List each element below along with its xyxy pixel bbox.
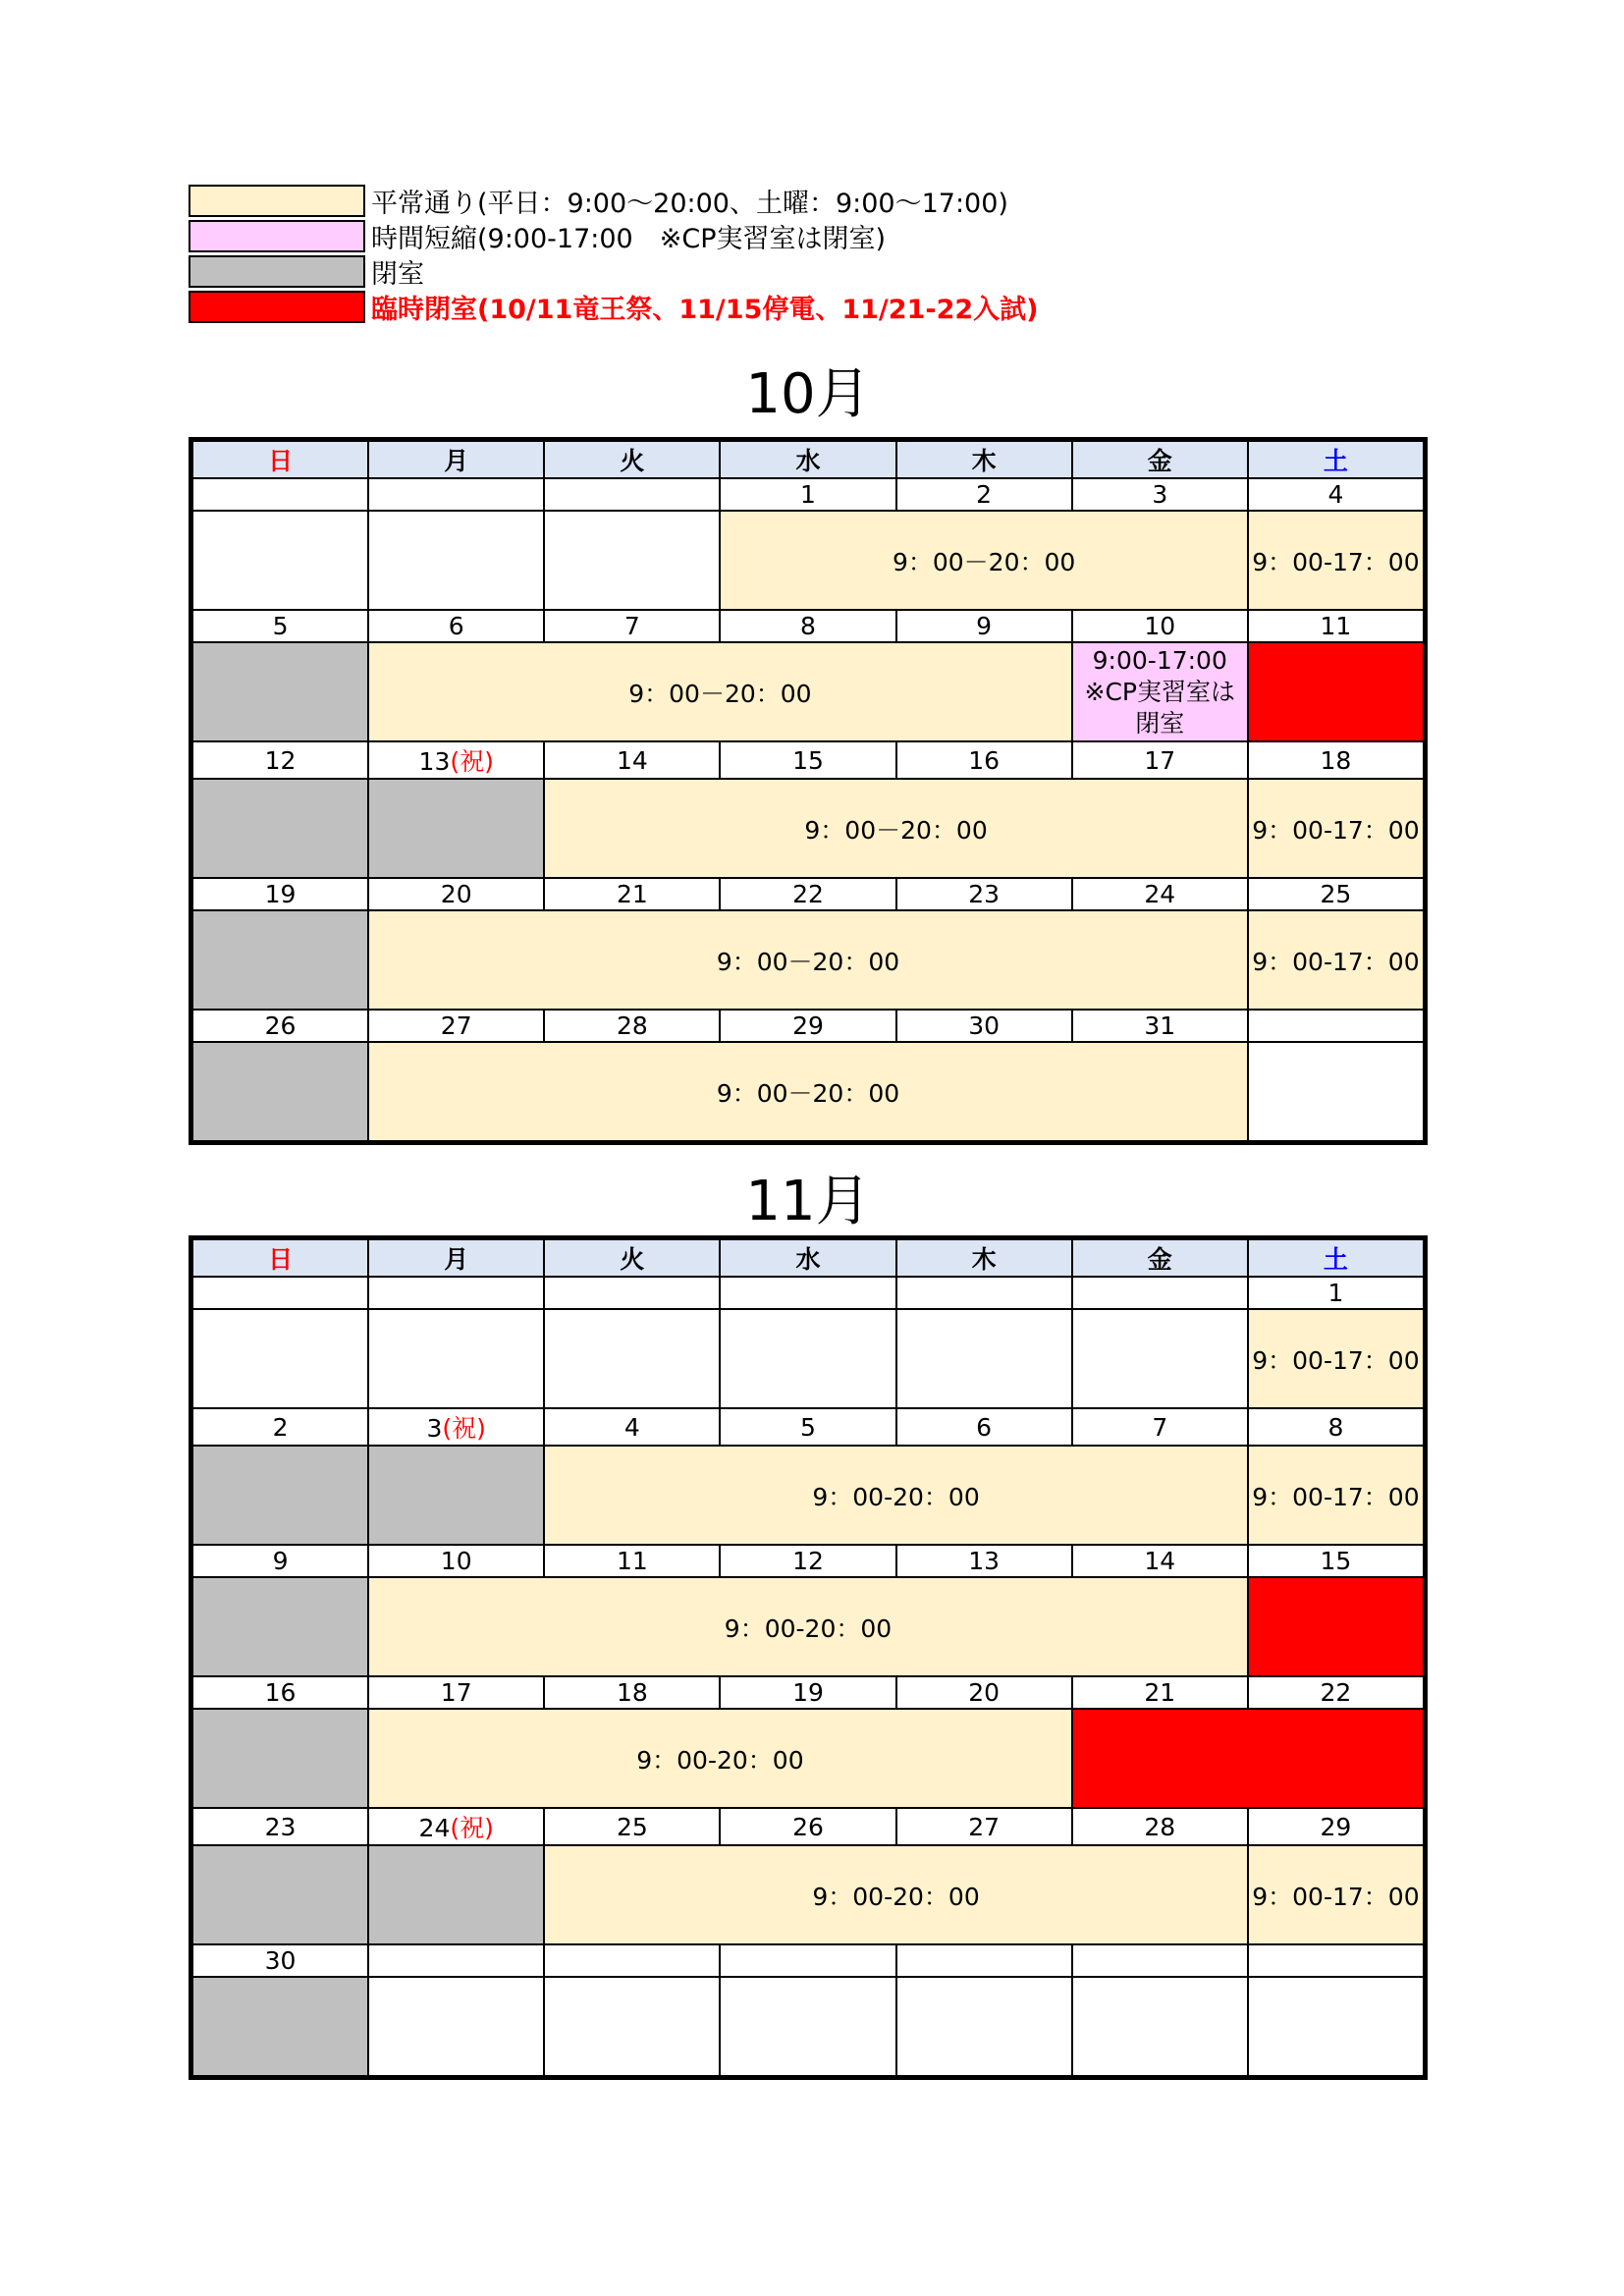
day-number-cell [896, 878, 1072, 910]
weekday-header: 水 [720, 441, 895, 478]
day-number-cell [1072, 1676, 1248, 1709]
day-number: 1 [800, 480, 816, 509]
open-hours-cell: 9：00-17：00 [1248, 511, 1424, 610]
day-number-cell [368, 1808, 544, 1845]
day-number: 4 [1327, 480, 1344, 509]
empty-cell [368, 1977, 544, 2076]
empty-cell [192, 511, 368, 610]
closed-cell [368, 1845, 544, 1944]
day-number: 12 [264, 745, 297, 775]
day-number: 13 [418, 747, 451, 776]
day-number-cell [544, 1408, 720, 1446]
day-number: 6 [448, 612, 464, 640]
day-number: 30 [264, 1946, 297, 1975]
day-number: 29 [1320, 1812, 1352, 1841]
day-number-cell [368, 1010, 544, 1042]
october-table [191, 440, 1425, 1142]
day-number: 26 [792, 1812, 824, 1841]
day-number-cell [192, 610, 368, 642]
date-row [192, 1277, 1424, 1309]
day-number-cell [192, 1808, 368, 1845]
day-number: 13 [968, 1547, 1001, 1575]
day-number: 4 [623, 1412, 640, 1442]
day-number-cell [1072, 1277, 1248, 1309]
day-number: 21 [1144, 1678, 1176, 1707]
day-number: 7 [1152, 1412, 1168, 1442]
weekday-header: 水 [720, 1239, 895, 1277]
day-number-cell [1248, 1545, 1424, 1577]
november-title: 11月 [745, 1170, 871, 1233]
empty-cell [544, 511, 720, 610]
date-row [192, 1808, 1424, 1845]
day-number: 11 [1320, 612, 1352, 640]
day-number: 27 [440, 1011, 472, 1040]
closed-cell [192, 1977, 368, 2076]
day-number: 3 [1152, 480, 1168, 509]
day-number-cell [720, 1944, 895, 1977]
empty-cell [1248, 1977, 1424, 2076]
date-row [192, 610, 1424, 642]
day-number: 5 [272, 612, 289, 640]
day-number-cell [368, 1277, 544, 1309]
day-number: 6 [976, 1412, 993, 1442]
hours-row [192, 511, 1424, 610]
day-number: 19 [792, 1678, 824, 1707]
legend-swatch-normal [189, 185, 365, 217]
day-number-cell [896, 1944, 1072, 1977]
day-number-cell [896, 1408, 1072, 1446]
day-number-cell [896, 1010, 1072, 1042]
empty-cell [368, 1309, 544, 1408]
day-number-cell [544, 1545, 720, 1577]
open-hours-cell: 9：00-20：00 [368, 1709, 1072, 1808]
day-number-cell [720, 878, 895, 910]
open-hours-cell: 9：00-17：00 [1248, 1446, 1424, 1545]
legend-row-normal [189, 183, 1038, 218]
day-number: 28 [616, 1011, 648, 1040]
date-row [192, 478, 1424, 511]
day-number-cell [1072, 1010, 1248, 1042]
weekday-header: 日 [192, 441, 368, 478]
date-row [192, 741, 1424, 779]
day-number-cell [1248, 1010, 1424, 1042]
day-number: 22 [792, 880, 824, 908]
empty-cell [720, 1309, 895, 1408]
open-hours-cell: 9：00－20：00 [544, 779, 1248, 878]
day-number-cell [1072, 1408, 1248, 1446]
day-number-cell [720, 1010, 895, 1042]
closed-cell [192, 1709, 368, 1808]
day-number-cell [544, 1676, 720, 1709]
day-number: 26 [264, 1011, 297, 1040]
day-number-cell [720, 1676, 895, 1709]
day-number-cell [896, 610, 1072, 642]
day-number-cell [544, 1944, 720, 1977]
temp-closed-cell [1248, 642, 1424, 741]
day-number-cell [544, 878, 720, 910]
day-number: 29 [792, 1011, 824, 1040]
day-number: 15 [792, 745, 824, 775]
open-hours-cell: 9：00－20：00 [368, 642, 1072, 741]
hours-row [192, 779, 1424, 878]
closed-cell [192, 1446, 368, 1545]
closed-cell [368, 779, 544, 878]
day-number: 2 [976, 480, 993, 509]
legend-row-temp-closed [189, 289, 1038, 324]
day-number: 17 [440, 1678, 472, 1707]
open-hours-cell: 9：00-20：00 [544, 1845, 1248, 1944]
closed-cell [192, 1042, 368, 1141]
hours-row [192, 910, 1424, 1010]
day-number-cell [1072, 1944, 1248, 1977]
day-number-cell [192, 1676, 368, 1709]
day-number-cell [544, 478, 720, 511]
day-number-cell [1072, 878, 1248, 910]
day-number: 21 [616, 880, 648, 908]
day-number-cell [720, 1277, 895, 1309]
day-number-cell [720, 1545, 895, 1577]
day-number: 5 [800, 1412, 816, 1442]
weekday-header: 月 [368, 1239, 544, 1277]
day-number: 14 [616, 745, 648, 775]
day-number: 9 [976, 612, 993, 640]
day-number: 12 [792, 1547, 824, 1575]
day-number-cell [1072, 741, 1248, 779]
day-number: 11 [616, 1547, 648, 1575]
legend [189, 183, 1038, 324]
november-table [191, 1238, 1425, 2077]
day-number: 2 [272, 1412, 289, 1442]
date-row [192, 1944, 1424, 1977]
closed-cell [192, 910, 368, 1010]
day-number: 16 [264, 1678, 297, 1707]
hours-row [192, 1977, 1424, 2076]
day-number: 7 [623, 612, 640, 640]
empty-cell [192, 1309, 368, 1408]
open-hours-cell: 9：00－20：00 [368, 1042, 1248, 1141]
day-number-cell [896, 1545, 1072, 1577]
closed-cell [368, 1446, 544, 1545]
closed-cell [192, 779, 368, 878]
day-number-cell [192, 1408, 368, 1446]
day-number-cell [368, 1944, 544, 1977]
day-number-cell [1248, 741, 1424, 779]
day-number-cell [1248, 1944, 1424, 1977]
day-number-cell [896, 1808, 1072, 1845]
november-calendar [189, 1235, 1428, 2080]
day-number-cell [192, 1944, 368, 1977]
day-number: 20 [968, 1678, 1001, 1707]
day-number-cell [544, 741, 720, 779]
day-number: 18 [616, 1678, 648, 1707]
temp-closed-cell [1248, 1577, 1424, 1676]
day-number-cell [368, 1408, 544, 1446]
hours-row [192, 1577, 1424, 1676]
day-number-cell [1072, 1545, 1248, 1577]
day-number-cell [1248, 878, 1424, 910]
open-hours-cell: 9：00-20：00 [544, 1446, 1248, 1545]
hours-row [192, 1845, 1424, 1944]
empty-cell [1072, 1977, 1248, 2076]
day-number-cell [544, 1808, 720, 1845]
day-number: 15 [1320, 1547, 1352, 1575]
day-number: 16 [968, 745, 1001, 775]
day-number-cell [896, 1676, 1072, 1709]
day-number: 27 [968, 1812, 1001, 1841]
closed-cell [192, 1577, 368, 1676]
day-number: 23 [968, 880, 1001, 908]
legend-label-temp-closed: 臨時閉室(10/11竜王祭、11/15停電、11/21-22入試) [371, 294, 1039, 325]
day-number: 1 [1327, 1279, 1344, 1307]
day-number-cell [1248, 1277, 1424, 1309]
open-hours-cell: 9：00-20：00 [368, 1577, 1248, 1676]
day-number: 18 [1320, 745, 1352, 775]
day-number: 23 [264, 1812, 297, 1841]
day-number-cell [1072, 610, 1248, 642]
day-number: 24 [418, 1814, 451, 1842]
day-number-cell [1248, 478, 1424, 511]
day-number-cell [368, 878, 544, 910]
empty-cell [1248, 1042, 1424, 1141]
temp-closed-cell [1072, 1709, 1424, 1808]
day-number-cell [720, 610, 895, 642]
day-number-cell [1072, 1808, 1248, 1845]
day-number: 25 [616, 1812, 648, 1841]
day-number-cell [896, 478, 1072, 511]
day-number-cell [192, 878, 368, 910]
day-number: 10 [440, 1547, 472, 1575]
day-number-cell [368, 478, 544, 511]
weekday-header: 土 [1248, 441, 1424, 478]
day-number-cell [544, 1010, 720, 1042]
day-number: 10 [1144, 612, 1176, 640]
day-number-cell [1248, 1808, 1424, 1845]
legend-label-short-hours: 時間短縮(9:00-17:00 ※CP実習室は閉室) [371, 223, 887, 254]
day-number-cell [192, 478, 368, 511]
day-number: 31 [1144, 1011, 1176, 1040]
holiday-mark: (祝) [450, 747, 494, 776]
day-number-cell [720, 1408, 895, 1446]
day-number: 28 [1144, 1812, 1176, 1841]
day-number: 25 [1320, 880, 1352, 908]
hours-row [192, 1309, 1424, 1408]
open-hours-cell: 9：00-17：00 [1248, 779, 1424, 878]
october-title: 10月 [745, 362, 871, 426]
empty-cell [368, 511, 544, 610]
day-number-cell [720, 741, 895, 779]
empty-cell [720, 1977, 895, 2076]
day-number-cell [192, 1010, 368, 1042]
empty-cell [1072, 1309, 1248, 1408]
day-number-cell [368, 610, 544, 642]
closed-cell [192, 642, 368, 741]
weekday-header: 木 [896, 441, 1072, 478]
empty-cell [544, 1309, 720, 1408]
holiday-mark: (祝) [450, 1814, 494, 1842]
day-number-cell [192, 1545, 368, 1577]
open-hours-cell: 9：00－20：00 [720, 511, 1247, 610]
legend-swatch-short-hours [189, 220, 365, 252]
hours-row [192, 642, 1424, 741]
legend-swatch-temp-closed [189, 291, 365, 323]
day-number-cell [896, 1277, 1072, 1309]
day-number-cell [368, 741, 544, 779]
day-number-cell [1248, 610, 1424, 642]
day-number: 8 [1327, 1412, 1344, 1442]
day-number-cell [544, 1277, 720, 1309]
weekday-header: 日 [192, 1239, 368, 1277]
day-number: 22 [1320, 1678, 1352, 1707]
day-number: 24 [1144, 880, 1176, 908]
open-hours-cell: 9：00-17：00 [1248, 1309, 1424, 1408]
empty-cell [544, 1977, 720, 2076]
closed-cell [192, 1845, 368, 1944]
date-row [192, 1545, 1424, 1577]
day-number-cell [720, 1808, 895, 1845]
day-number-cell [368, 1676, 544, 1709]
day-number: 9 [272, 1547, 289, 1575]
day-number: 19 [264, 880, 297, 908]
day-number: 14 [1144, 1547, 1176, 1575]
day-number-cell [192, 1277, 368, 1309]
day-number-cell [192, 741, 368, 779]
legend-label-normal: 平常通り(平日：9:00～20:00、土曜：9:00～17:00) [371, 188, 1008, 219]
weekday-header-row [192, 441, 1424, 478]
weekday-header: 木 [896, 1239, 1072, 1277]
empty-cell [896, 1309, 1072, 1408]
weekday-header: 火 [544, 1239, 720, 1277]
date-row [192, 1408, 1424, 1446]
legend-label-closed: 閉室 [371, 258, 424, 290]
day-number-cell [720, 478, 895, 511]
legend-row-short-hours [189, 218, 1038, 253]
holiday-mark: (祝) [442, 1414, 486, 1443]
day-number-cell [368, 1545, 544, 1577]
day-number: 20 [440, 880, 472, 908]
weekday-header: 金 [1072, 1239, 1248, 1277]
empty-cell [896, 1977, 1072, 2076]
legend-row-closed [189, 253, 1038, 289]
day-number-cell [1248, 1408, 1424, 1446]
weekday-header: 火 [544, 441, 720, 478]
open-hours-cell: 9：00-17：00 [1248, 1845, 1424, 1944]
hours-row [192, 1042, 1424, 1141]
weekday-header: 月 [368, 441, 544, 478]
hours-row [192, 1446, 1424, 1545]
day-number: 17 [1144, 745, 1176, 775]
weekday-header-row [192, 1239, 1424, 1277]
weekday-header: 金 [1072, 441, 1248, 478]
weekday-header: 土 [1248, 1239, 1424, 1277]
legend-swatch-closed [189, 255, 365, 288]
open-hours-cell: 9：00－20：00 [368, 910, 1248, 1010]
short-hours-cell: 9:00-17:00 ※CP実習室は閉室 [1072, 642, 1248, 741]
hours-row [192, 1709, 1424, 1808]
date-row [192, 878, 1424, 910]
october-calendar [189, 437, 1428, 1145]
day-number-cell [1072, 478, 1248, 511]
day-number-cell [544, 610, 720, 642]
open-hours-cell: 9：00-17：00 [1248, 910, 1424, 1010]
day-number-cell [1248, 1676, 1424, 1709]
day-number: 8 [800, 612, 816, 640]
date-row [192, 1676, 1424, 1709]
day-number: 30 [968, 1011, 1001, 1040]
day-number: 3 [426, 1414, 443, 1443]
date-row [192, 1010, 1424, 1042]
day-number-cell [896, 741, 1072, 779]
